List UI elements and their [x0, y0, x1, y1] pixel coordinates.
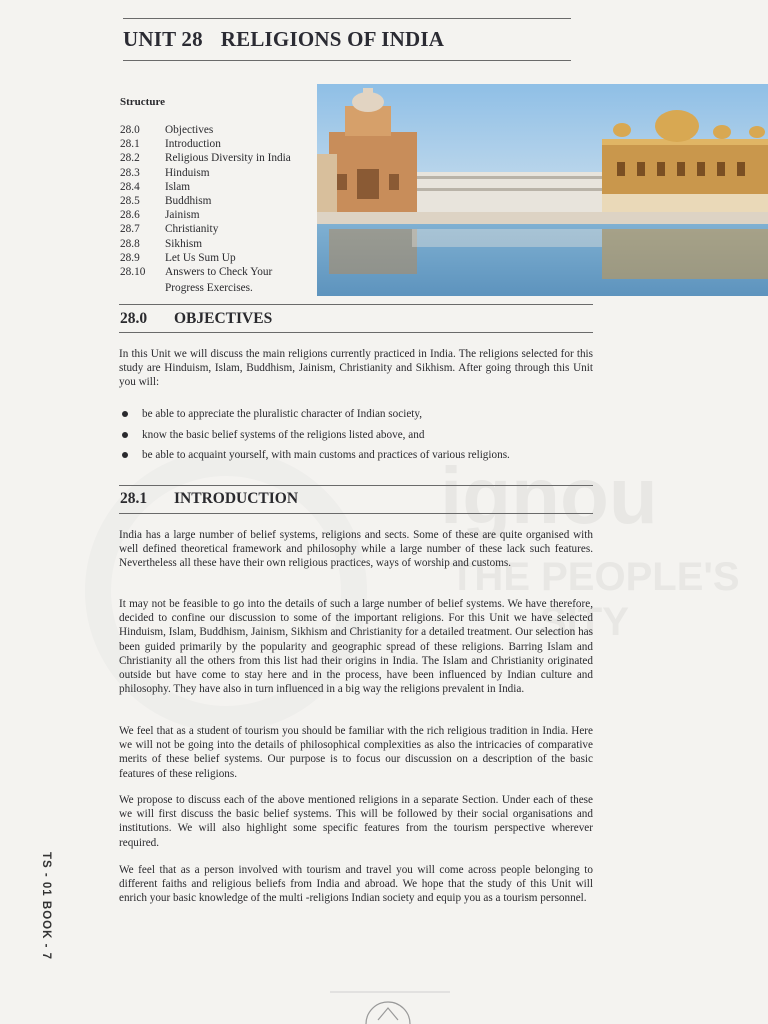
introduction-paragraph: We feel that as a person involved with tourism and travel you will come across people belonging to different faiths and religious beliefs from India and abroad. We hope that the study of this Unit will enrich your basic knowledge of the multi -religions Indian society and equip you as a tourism personnel. [119, 864, 593, 905]
objectives-bottom-rule [119, 332, 593, 333]
structure-label: Structure [120, 96, 166, 108]
toc-continuation: Progress Exercises. [165, 282, 253, 295]
bullet-icon [122, 432, 128, 438]
toc-item[interactable] [120, 265, 291, 279]
list-item [120, 445, 600, 466]
toc-item[interactable] [120, 251, 291, 265]
bullet-icon [122, 452, 128, 458]
toc-number: 28.8 [120, 237, 140, 250]
objectives-intro: In this Unit we will discuss the main religions currently practiced in India. The religions selected for this study are Hinduism, Islam, Buddhism, Jainism, Christianity and Sikhism. After going through this Unit you will: [119, 348, 593, 389]
toc-title: Hinduism [165, 166, 210, 179]
section-number: 28.0 [120, 310, 148, 327]
toc-item[interactable] [120, 166, 291, 180]
toc-item[interactable] [120, 123, 291, 137]
toc-title: Buddhism [165, 195, 212, 208]
toc-title: Answers to Check Your [165, 266, 273, 279]
toc-number: 28.3 [120, 166, 140, 179]
toc-number: 28.4 [120, 180, 140, 193]
unit-heading: RELIGIONS OF INDIA [220, 27, 445, 51]
bullet-text: be able to appreciate the pluralistic character of Indian society, [142, 408, 423, 421]
toc-number: 28.5 [120, 195, 140, 208]
watermark-logo: ignou [440, 451, 658, 540]
toc-item[interactable] [120, 237, 291, 251]
toc-item[interactable] [120, 194, 291, 208]
toc-title: Jainism [165, 209, 200, 222]
introduction-bottom-rule [119, 513, 593, 514]
toc-title: Islam [165, 180, 191, 193]
toc-number: 28.2 [120, 152, 140, 165]
toc-number: 28.6 [120, 209, 140, 222]
unit-number: UNIT 28 [123, 27, 203, 51]
list-item [120, 425, 600, 446]
title-bottom-rule [123, 60, 571, 61]
toc-number: 28.0 [120, 124, 140, 136]
introduction-paragraph: We feel that as a student of tourism you should be familiar with the rich religious tradition in India. Here we will not be going into the details of philosophical complexities as also the intricacies of comparative merits of these belief systems. Our purpose is to focus our discussion on a description of the basic features of these religions. [119, 725, 593, 780]
toc-title: Objectives [165, 124, 214, 136]
toc-title: Religious Diversity in India [165, 152, 291, 165]
objectives-heading [120, 310, 272, 328]
toc-title: Introduction [165, 138, 221, 151]
bullet-text: know the basic belief systems of the religions listed above, and [142, 428, 425, 441]
list-item [120, 404, 600, 425]
toc-title: Let Us Sum Up [165, 251, 236, 264]
introduction-paragraph: India has a large number of belief systems, religions and sects. Some of these are quite organised with well defined theoretical framework and philosophy while a large number of these lack such features. Nevertheless all these have their own religious practices, ways of worship and customs. [119, 529, 593, 570]
toc-item[interactable] [120, 137, 291, 151]
introduction-top-rule [119, 485, 593, 486]
binding-mark-icon [330, 990, 450, 1024]
introduction-paragraph: It may not be feasible to go into the details of such a large number of belief systems. We have therefore, decided to confine our discussion to some of the important religions. For this Unit we have selected Hinduism, Islam, Buddhism, Jainism, Sikhism and Christianity for a detailed treatment. Our selection has been guided primarily by the popularity and geographic spread of these religions. Barring Islam and Christianity all the others from this list had their origins in India. The Islam and Christianity originated outside but have come to stay here and in the process, have been influenced by Indian culture and philosophy. They have also in turn influenced in a big way the religions prevalent in India. [119, 598, 593, 696]
section-number: 28.1 [120, 490, 148, 507]
toc-item[interactable] [120, 222, 291, 236]
introduction-paragraph: We propose to discuss each of the above mentioned religions in a separate Section. Under each of these we will first discuss the basic belief systems. This will be followed by their social organisations and institutions. We will also highlight some specific features from the tourism perspective wherever required. [119, 794, 593, 849]
toc-number: 28.1 [120, 138, 140, 151]
bullet-text: be able to acquaint yourself, with main customs and practices of various religions. [142, 449, 510, 462]
watermark-line-2: SITY [540, 600, 629, 644]
toc-title: Sikhism [165, 237, 203, 250]
section-title: INTRODUCTION [174, 490, 299, 507]
golden-temple-photo [317, 84, 768, 296]
table-of-contents [120, 123, 291, 295]
title-top-rule [123, 18, 571, 19]
toc-title: Christianity [165, 223, 219, 236]
toc-item[interactable] [120, 208, 291, 222]
book-side-label: TS - 01 BOOK - 7 [40, 852, 52, 961]
golden-temple-illustration [317, 84, 768, 296]
bullet-icon [122, 411, 128, 417]
introduction-heading [120, 490, 298, 508]
toc-number: 28.10 [120, 266, 146, 279]
section-title: OBJECTIVES [174, 310, 273, 327]
watermark-line-1: THE PEOPLE'S [450, 555, 740, 599]
toc-number: 28.9 [120, 251, 140, 264]
toc-item[interactable] [120, 180, 291, 194]
objectives-top-rule [119, 304, 593, 305]
unit-title [123, 27, 444, 52]
objectives-list [120, 404, 600, 466]
toc-number: 28.7 [120, 223, 140, 236]
toc-item[interactable] [120, 151, 291, 165]
